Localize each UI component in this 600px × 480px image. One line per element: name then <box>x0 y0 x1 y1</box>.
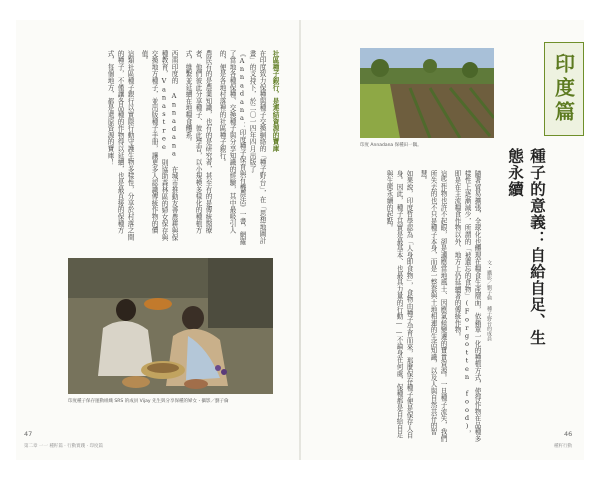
right-page-number: 46 <box>564 430 573 438</box>
left-paragraph: 這類社區種子銀行以實際行動守護生物多樣性，分享於村落之間的種子，不僅讓各品種的作物得以延續，也是最直接的保種方式，每個地方，都是還原資源的寶庫！ <box>106 50 134 241</box>
page-gutter <box>299 20 301 460</box>
seed-sorting-photo <box>68 258 273 394</box>
left-page-number: 47 <box>24 430 33 438</box>
right-running-head: 種籽行動 <box>554 444 572 449</box>
article-byline: 文・攝影／劉子倫 種子野台的成員 <box>486 260 492 341</box>
left-photo-caption: 印度種子保存運動組織 SRS 的成員 Vijay 先生與分享保種的婦女・攝影／劉子倫 <box>68 399 229 404</box>
book-spread <box>16 20 584 460</box>
field-photo <box>360 48 494 138</box>
section-tag-label: 印度篇 <box>551 53 576 125</box>
left-paragraph: 在印度致力保種與種子交換網絡的「種子野台」，在「思想地圖計畫」的支持下，於二〇一四年四月出版了《Annadana：印度種子保育與有機農法》一書，網羅了當地各種保種、交換種子與分享知識的經驗，其中最吸引人的，便是各地村落裡的社區種子銀行。 <box>218 50 266 245</box>
right-paragraph: 隨著貿易擴張，全球化也體現在糧食生產層面，依賴單一化的種植方式，使得作物在品種多樣性上逐漸減少，所謂的「被遺忘的食物」(Forgotten food)，即是在主流糧食作物以外、地方上仍延續著的傳統作物。 <box>453 170 481 442</box>
left-paragraph: 西南印度的 Annadana 在城市推動友善農耕與保種教育，Vanastree 則協助森林區的婦女保存與交換地方種子，並出版種子手冊，讓更多人認識傳統作物的價值。 <box>140 50 178 241</box>
left-running-head: 第二章 一一 種籽篇 · 行動實踐 · 印度篇 <box>24 444 103 449</box>
right-page-body <box>312 170 482 442</box>
article-title: 種子的意義：自給自足、生態永續 <box>506 148 547 346</box>
section-tag <box>544 42 584 136</box>
left-section-heading: 社區種子銀行，是連結資源的寶庫 <box>271 50 279 152</box>
left-paragraph: 農民有的是農業知識，也有的是研究者，甚至有的是傳統醫療者，他們彼此分享種子、彼此學習，以小規模多樣化的種植方式，維繫並延續在地糧食體系。 <box>184 50 212 234</box>
left-page-body <box>62 50 280 245</box>
right-photo-caption: 印度 Annadana 保種田一隅。 <box>360 143 422 148</box>
right-paragraph: 如果說，印度哲學認為「人身即食物」，食物由種子孕育而來，那麼保存種子便是保存人自身。因此，種子其實是最基本、也最具力量的行動——不論身在何處，保種都是自給自足與生態永續的起點。 <box>385 170 413 439</box>
right-paragraph: 這些作物也許不起眼，卻是適應當地風土、因應氣候變遷的寶貴資源。一旦種子流失，我們所失去的也不只是種子本身，而是一整套與土地相連的生活知識，以及人與自然共存的智慧。 <box>419 170 447 442</box>
